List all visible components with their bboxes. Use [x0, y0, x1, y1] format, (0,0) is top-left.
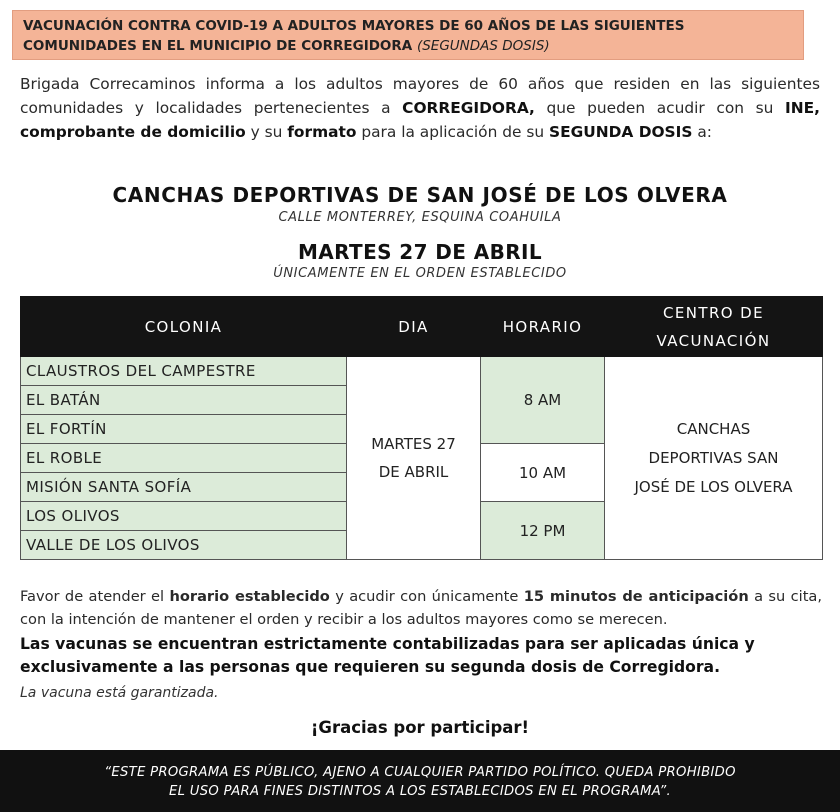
schedule-note: [20, 585, 822, 631]
intro-text-4: para la aplicación de su: [356, 123, 550, 141]
centro-line-3: JOSÉ DE LOS OLVERA: [634, 477, 793, 496]
header-centro-line-1: CENTRO DE: [663, 303, 764, 322]
header-horario: HORARIO: [481, 297, 605, 357]
intro-text-1: Brigada Correcaminos informa a los adultos mayores de 60 años que residen en las siguientes comunidades y localidades pertenecientes a: [20, 75, 820, 117]
dia-line-1: MARTES 27: [371, 435, 456, 453]
footer-line-1: “ESTE PROGRAMA ES PÚBLICO, AJENO A CUALQUIER PARTIDO POLÍTICO. QUEDA PROHIBIDO: [104, 765, 736, 780]
centro-cell: [605, 357, 823, 560]
colonia-cell: LOS OLIVOS: [21, 502, 347, 531]
note-text-1: Favor de atender el: [20, 588, 170, 605]
header-colonia: COLONIA: [21, 297, 347, 357]
colonia-cell: EL BATÁN: [21, 386, 347, 415]
colonia-cell: EL ROBLE: [21, 444, 347, 473]
colonia-cell: EL FORTÍN: [21, 415, 347, 444]
intro-bold-dose: SEGUNDA DOSIS: [549, 123, 693, 141]
intro-bold-format: formato: [287, 123, 357, 141]
horario-cell: 10 AM: [481, 444, 605, 502]
intro-text-2: que pueden acudir con su: [534, 99, 786, 117]
note-text-2: y acudir con únicamente: [329, 588, 524, 605]
banner-second-dose-tag: (SEGUNDAS DOSIS): [416, 38, 550, 54]
legal-footer: [0, 750, 840, 812]
venue-title: CANCHAS DEPORTIVAS DE SAN JOSÉ DE LOS OLVERA: [112, 183, 728, 207]
centro-line-1: CANCHAS: [676, 419, 751, 438]
dia-line-2: DE ABRIL: [378, 463, 449, 481]
intro-paragraph: [20, 72, 820, 144]
title-banner: [12, 10, 804, 60]
schedule-table: [20, 296, 823, 560]
date-subtitle: ÚNICAMENTE EN EL ORDEN ESTABLECIDO: [273, 266, 567, 281]
colonia-cell: MISIÓN SANTA SOFÍA: [21, 473, 347, 502]
thanks-text: ¡Gracias por participar!: [310, 718, 530, 737]
colonia-cell: VALLE DE LOS OLIVOS: [21, 531, 347, 560]
table-row: [21, 357, 823, 386]
footer-line-2: EL USO PARA FINES DISTINTOS A LOS ESTABLECIDOS EN EL PROGRAMA”.: [169, 784, 671, 799]
header-dia: DIA: [347, 297, 481, 357]
header-centro-line-2: VACUNACIÓN: [656, 331, 771, 350]
header-centro: [605, 297, 823, 357]
intro-text-5: a:: [692, 123, 712, 141]
banner-line-2: [23, 36, 803, 56]
horario-cell: 12 PM: [481, 502, 605, 560]
venue-address: CALLE MONTERREY, ESQUINA COAHUILA: [278, 210, 562, 225]
dia-cell: [347, 357, 481, 560]
intro-bold-documents: INE, comprobante de domicilio: [20, 99, 820, 141]
note-bold-schedule: horario establecido: [169, 588, 330, 605]
note-text-3: a su cita, con la intención de mantener el orden y recibir a los adultos mayores como se merecen.: [20, 588, 822, 628]
colonia-cell: CLAUSTROS DEL CAMPESTRE: [21, 357, 347, 386]
horario-cell: 8 AM: [481, 357, 605, 444]
centro-line-2: DEPORTIVAS SAN: [648, 448, 779, 467]
intro-bold-municipality: CORREGIDORA,: [402, 99, 535, 117]
note-bold-minutes: 15 minutos de anticipación: [523, 588, 749, 605]
guarantee-text: La vacuna está garantizada.: [20, 685, 219, 701]
banner-line-1: VACUNACIÓN CONTRA COVID-19 A ADULTOS MAYORES DE 60 AÑOS DE LAS SIGUIENTES: [23, 18, 685, 34]
intro-text-3: y su: [245, 123, 288, 141]
table-header-row: [21, 297, 823, 357]
banner-line-2-text: COMUNIDADES EN EL MUNICIPIO DE CORREGIDORA: [23, 38, 413, 54]
date-title: MARTES 27 DE ABRIL: [297, 240, 543, 264]
strict-notice: Las vacunas se encuentran estrictamente contabilizadas para ser aplicadas única y exclusivamente a las personas que requieren su segunda dosis de Corregidora.: [20, 635, 755, 676]
